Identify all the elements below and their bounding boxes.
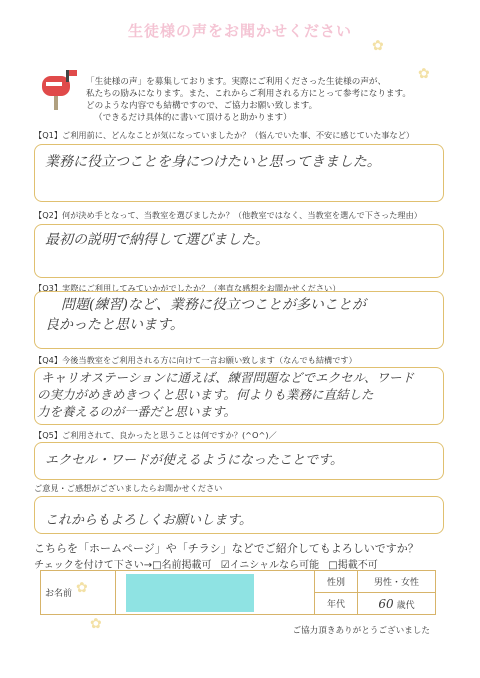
- gender-label: 性別: [315, 571, 358, 593]
- q3-answer-line: 良かったと思います。: [45, 317, 184, 333]
- q2-answer: 最初の説明で納得して選びました。: [45, 232, 269, 248]
- name-field: [116, 571, 315, 615]
- intro-line: どのような内容でも結構ですので、ご協力お願い致します。: [86, 101, 318, 111]
- thanks-text: ご協力頂きありがとうございました: [292, 626, 430, 636]
- option-name-ok[interactable]: □名前掲載可: [152, 560, 212, 571]
- flower-decoration: ✿: [90, 616, 102, 632]
- permission-options: [34, 556, 378, 571]
- age-value: 60: [378, 596, 394, 611]
- intro-line: （できるだけ具体的に書いて頂けると助かります）: [94, 113, 292, 123]
- comments-answer: これからもよろしくお願いします。: [45, 513, 252, 528]
- q4-answer-line: キャリオステーションに通えば、練習問題などでエクセル、ワード: [41, 370, 415, 385]
- intro-line: 「生徒様の声」を募集しております。実際にご利用くださった生徒様の声が、: [86, 77, 387, 87]
- flower-decoration: ✿: [372, 38, 384, 54]
- gender-value: 男性・女性: [358, 571, 436, 593]
- q4-answer-box: [34, 367, 444, 425]
- q2-label: 【Q2】何が決め手となって、当教室を選びましたか？（他教室ではなく、当教室を選んで下さった理由）: [34, 210, 422, 220]
- option-initial-ok[interactable]: ☑イニシャルなら可能: [220, 560, 320, 571]
- comments-label: ご意見・ご感想がございましたらお聞かせください: [34, 483, 223, 493]
- q4-answer-line: の実力がめきめきつくと思います。何よりも業務に直結した: [37, 387, 374, 402]
- flower-decoration: ✿: [418, 66, 430, 82]
- q1-answer-box: [34, 144, 444, 202]
- q1-answer: 業務に役立つことを身につけたいと思ってきました。: [45, 154, 381, 170]
- comments-answer-box: [34, 496, 444, 534]
- q3-answer-box: [34, 291, 444, 349]
- intro-line: 私たちの励みになります。また、これからご利用される方にとって参考になります。: [86, 89, 412, 99]
- age-suffix: 歳代: [396, 600, 415, 611]
- q4-answer-line: 力を養えるのが一番だと思います。: [37, 404, 237, 419]
- profile-form: [40, 570, 436, 615]
- name-label: お名前: [41, 571, 116, 615]
- q3-answer-line: 問題(練習)など、業務に役立つことが多いことが: [61, 297, 366, 313]
- q3-label: 【Q3】実際にご利用してみていかがでしたか？（率直な感想をお聞かせください）: [34, 283, 341, 293]
- q5-label: 【Q5】ご利用されて、良かったと思うことは何ですか？(^O^)／: [34, 430, 277, 440]
- permission-question: こちらを「ホームページ」や「チラシ」などでご紹介してもよろしいですか？: [34, 542, 419, 555]
- q2-answer-box: [34, 224, 444, 278]
- q5-answer-box: [34, 442, 444, 480]
- mailbox-icon: [36, 66, 80, 112]
- option-not-ok[interactable]: □掲載不可: [328, 560, 378, 571]
- q4-label: 【Q4】今後当教室をご利用される方に向けて一言お願い致します（なんでも結構です）: [34, 355, 357, 365]
- q1-label: 【Q1】ご利用前に、どんなことが気になっていましたか？（悩んでいた事、不安に感じていた事など）: [34, 130, 415, 140]
- flower-decoration: ✿: [76, 580, 88, 596]
- page-title: 生徒様の声をお聞かせください: [127, 22, 352, 40]
- permission-instruction: チェックを付けて下さい→: [34, 560, 153, 571]
- age-cell: [358, 593, 436, 615]
- age-label: 年代: [315, 593, 358, 615]
- q5-answer: エクセル・ワードが使えるようになったことです。: [45, 453, 343, 468]
- name-redaction: [126, 574, 254, 612]
- intro-text: [86, 76, 466, 124]
